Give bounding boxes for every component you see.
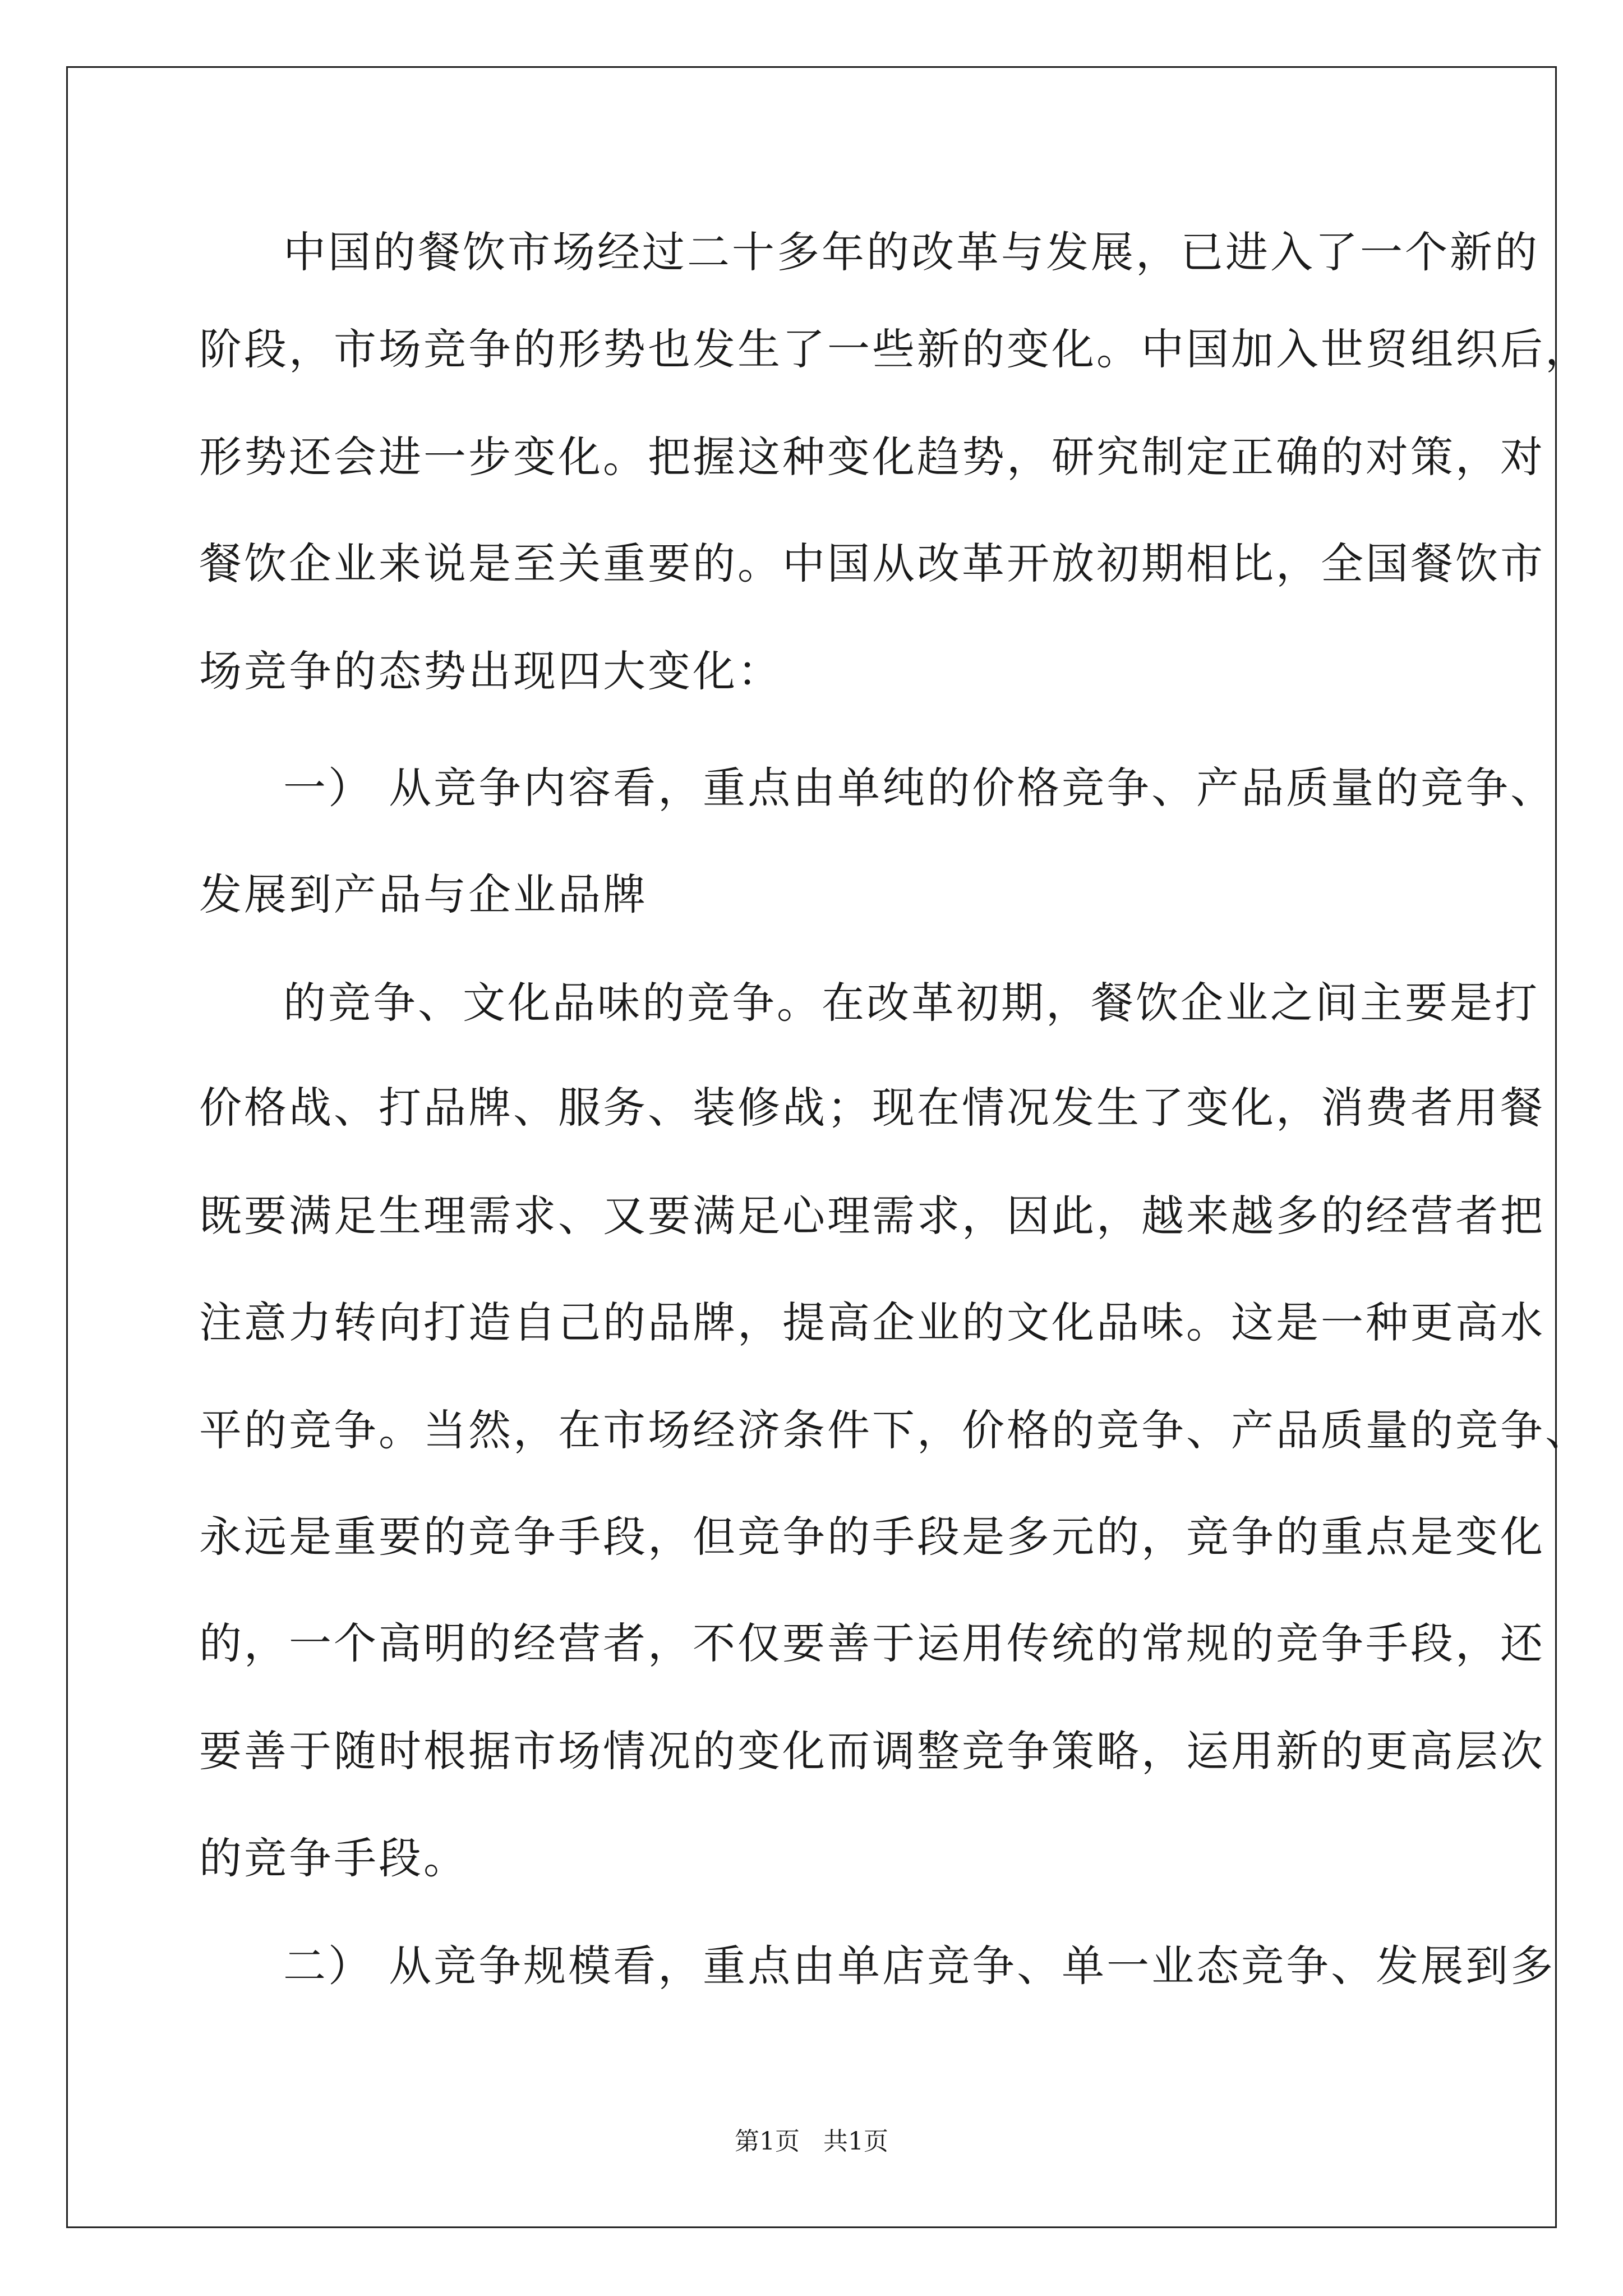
body-line: 既要满足生理需求、又要满足心理需求，因此，越来越多的经营者把	[199, 1191, 1545, 1241]
page-border	[66, 66, 1557, 2228]
body-line: 场竞争的态势出现四大变化：	[199, 646, 782, 696]
body-line: 二） 从竞争规模看，重点由单店竞争、单一业态竞争、发展到多	[283, 1941, 1556, 1991]
body-line: 永远是重要的竞争手段，但竞争的手段是多元的，竞争的重点是变化	[199, 1512, 1545, 1562]
body-line: 一） 从竞争内容看，重点由单纯的价格竞争、产品质量的竞争、	[283, 763, 1556, 813]
body-line: 要善于随时根据市场情况的变化而调整竞争策略，运用新的更高层次	[199, 1726, 1545, 1776]
body-line: 形势还会进一步变化。把握这种变化趋势，研究制定正确的对策，对	[199, 432, 1545, 482]
page-footer: 第1页 共1页	[735, 2127, 888, 2156]
body-line: 餐饮企业来说是至关重要的。中国从改革开放初期相比，全国餐饮市	[199, 539, 1545, 588]
body-line: 阶段，市场竞争的形势也发生了一些新的变化。中国加入世贸组织后，	[199, 324, 1590, 374]
body-line: 中国的餐饮市场经过二十多年的改革与发展，已进入了一个新的	[283, 227, 1539, 277]
body-line: 的竞争、文化品味的竞争。在改革初期，餐饮企业之间主要是打	[283, 978, 1539, 1028]
body-line: 的，一个高明的经营者，不仅要善于运用传统的常规的竞争手段，还	[199, 1618, 1545, 1668]
body-line: 发展到产品与企业品牌	[199, 869, 648, 919]
body-line: 的竞争手段。	[199, 1833, 468, 1883]
body-line: 注意力转向打造自己的品牌，提高企业的文化品味。这是一种更高水	[199, 1297, 1545, 1347]
body-line: 平的竞争。当然，在市场经济条件下，价格的竞争、产品质量的竞争、	[199, 1405, 1590, 1455]
body-line: 价格战、打品牌、服务、装修战；现在情况发生了变化，消费者用餐	[199, 1083, 1545, 1133]
